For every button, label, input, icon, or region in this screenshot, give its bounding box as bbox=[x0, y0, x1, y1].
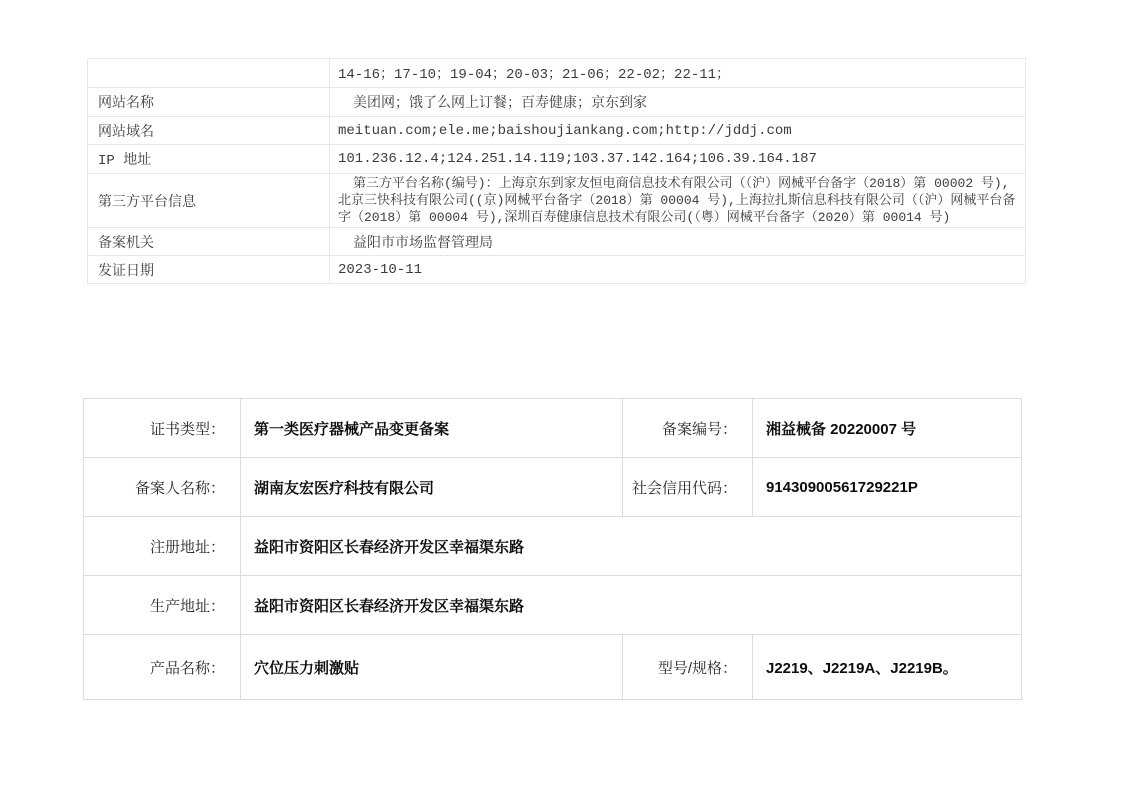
website-domain-label: 网站域名 bbox=[88, 117, 330, 145]
filing-authority-label: 备案机关 bbox=[88, 228, 330, 256]
social-credit-code-value: 91430900561729221P bbox=[753, 458, 1022, 517]
filing-authority-value: 益阳市市场监督管理局 bbox=[330, 228, 1026, 256]
model-spec-value: J2219、J2219A、J2219B。 bbox=[753, 635, 1022, 700]
production-address-row bbox=[84, 576, 1022, 635]
record-number-label: 备案编号： bbox=[623, 399, 753, 458]
ip-address-row bbox=[88, 145, 1026, 174]
product-name-row bbox=[84, 635, 1022, 700]
continued-dates-row bbox=[88, 59, 1026, 88]
third-party-platform-label: 第三方平台信息 bbox=[88, 174, 330, 228]
ip-address-label: IP 地址 bbox=[88, 145, 330, 174]
registered-address-row bbox=[84, 517, 1022, 576]
filer-name-row bbox=[84, 458, 1022, 517]
website-domain-row bbox=[88, 117, 1026, 145]
filer-name-value: 湖南友宏医疗科技有限公司 bbox=[241, 458, 623, 517]
cert-type-label: 证书类型： bbox=[84, 399, 241, 458]
filing-authority-row bbox=[88, 228, 1026, 256]
third-party-platform-row bbox=[88, 174, 1026, 228]
production-address-value: 益阳市资阳区长春经济开发区幸福渠东路 bbox=[241, 576, 1022, 635]
cert-type-row bbox=[84, 399, 1022, 458]
product-name-value: 穴位压力刺激贴 bbox=[241, 635, 623, 700]
cert-type-value: 第一类医疗器械产品变更备案 bbox=[241, 399, 623, 458]
continued-dates-value: 14-16；17-10；19-04；20-03；21-06；22-02；22-11； bbox=[330, 59, 1026, 88]
registered-address-value: 益阳市资阳区长春经济开发区幸福渠东路 bbox=[241, 517, 1022, 576]
issue-date-label: 发证日期 bbox=[88, 256, 330, 284]
product-name-label: 产品名称： bbox=[84, 635, 241, 700]
production-address-label: 生产地址： bbox=[84, 576, 241, 635]
record-number-value: 湘益械备 20220007 号 bbox=[753, 399, 1022, 458]
issue-date-value: 2023-10-11 bbox=[330, 256, 1026, 284]
ip-address-value: 101.236.12.4;124.251.14.119;103.37.142.164;106.39.164.187 bbox=[330, 145, 1026, 174]
website-name-value: 美团网；饿了么网上订餐；百寿健康；京东到家 bbox=[330, 88, 1026, 117]
social-credit-code-label: 社会信用代码： bbox=[623, 458, 753, 517]
continued-dates-label bbox=[88, 59, 330, 88]
website-name-row bbox=[88, 88, 1026, 117]
device-registration-table bbox=[83, 398, 1022, 700]
model-spec-label: 型号/规格： bbox=[623, 635, 753, 700]
website-domain-value: meituan.com;ele.me;baishoujiankang.com;http://jddj.com bbox=[330, 117, 1026, 145]
website-name-label: 网站名称 bbox=[88, 88, 330, 117]
filer-name-label: 备案人名称： bbox=[84, 458, 241, 517]
website-filing-table bbox=[87, 58, 1026, 284]
third-party-platform-value: 第三方平台名称(编号)：上海京东到家友恒电商信息技术有限公司（（沪）网械平台备字（2018）第 00002 号),北京三快科技有限公司((京)网械平台备字（2018）第 00004 号),上海拉扎斯信息科技有限公司（（沪）网械平台备字（2018）第 00004 号),深圳百寿健康信息技术有限公司(（粤）网械平台备字（2020）第 00014 号) bbox=[330, 174, 1026, 228]
issue-date-row bbox=[88, 256, 1026, 284]
registered-address-label: 注册地址： bbox=[84, 517, 241, 576]
